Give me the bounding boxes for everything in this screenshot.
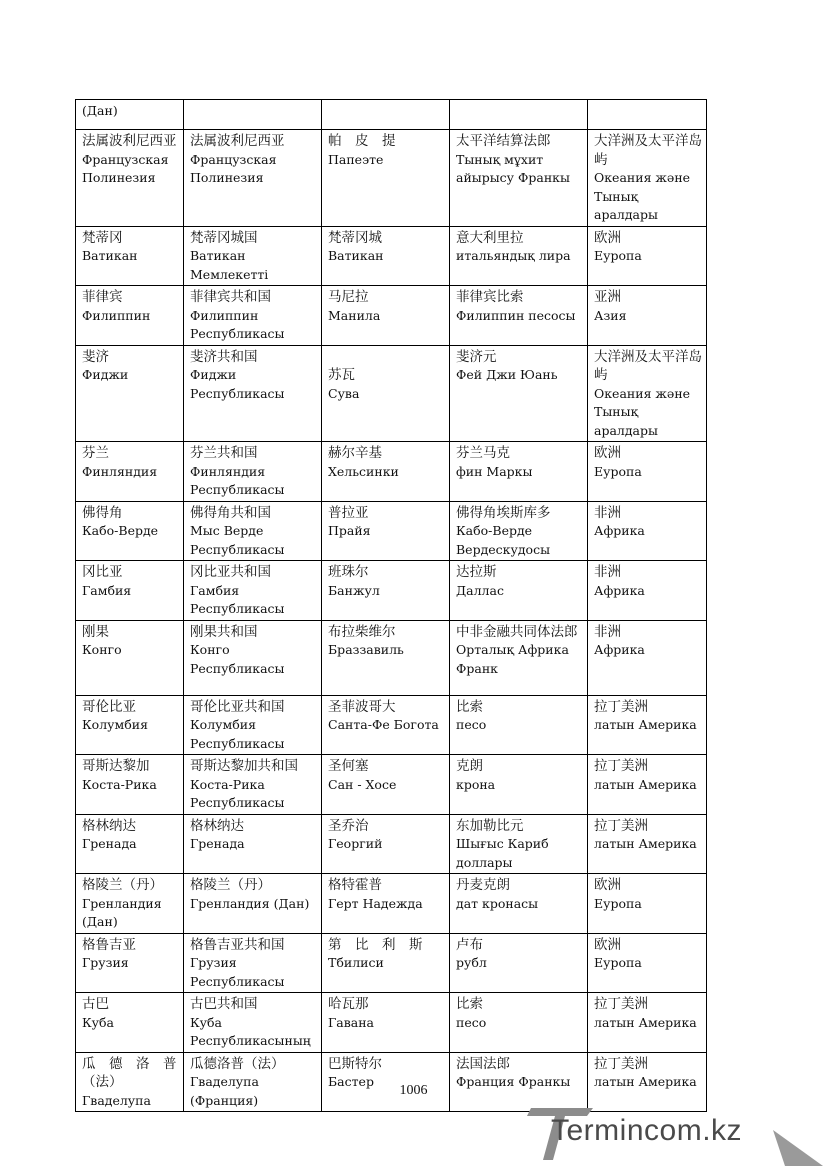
cell-text: 格陵兰（丹） <box>82 877 163 893</box>
cell-text: Гамбия Республикасы <box>190 582 285 616</box>
cell-text <box>328 348 445 367</box>
cell-text: 法国法郎 <box>456 1055 510 1072</box>
cell-country <box>76 993 184 1053</box>
cell-text: 达拉斯 <box>456 564 497 580</box>
cell-official-name <box>184 442 322 502</box>
cell-text: Тынық мұхит айырысу Франкы <box>456 151 570 185</box>
cell-text: 法属波利尼西亚 <box>190 133 285 149</box>
cell-text: 古巴共和国 <box>190 996 258 1012</box>
cell-text: Колумбия Республикасы <box>190 717 285 751</box>
cell-country <box>76 1052 190 1112</box>
table-row <box>76 993 707 1053</box>
cell-text: Финляндия <box>82 463 158 479</box>
cell-text: Франция Франкы <box>456 1074 571 1089</box>
cell-region <box>588 561 707 621</box>
cell-text: 刚果 <box>82 623 109 640</box>
cell-text: Гамбия <box>82 582 132 598</box>
table-row <box>76 286 707 346</box>
cell-country <box>76 695 184 755</box>
cell-text: 格林纳达 <box>82 817 136 834</box>
cell-currency <box>450 442 588 502</box>
cell-region <box>588 286 707 346</box>
cell-country <box>76 874 184 934</box>
cell-text: 斐济元 <box>456 348 497 365</box>
cell-region <box>588 933 707 993</box>
cell-text: Гваделупа (Франция) <box>190 1074 259 1108</box>
table-row <box>76 620 707 695</box>
cell-text: дат кронасы <box>456 895 539 911</box>
cell-capital <box>322 501 450 561</box>
cell-official-name <box>184 874 322 934</box>
cell-text: 普拉亚 <box>328 504 369 521</box>
cell-text: 非洲 <box>594 504 621 521</box>
cell-text: латын Америка <box>594 717 697 732</box>
cell-text: Африка <box>594 642 645 657</box>
cell-official-name <box>184 1052 322 1112</box>
cell-text: итальяндық лира <box>456 248 571 263</box>
cell-text: 东加勒比元 <box>456 817 524 834</box>
cell-official-name <box>184 755 322 815</box>
cell-text: Грузия <box>82 955 129 970</box>
cell-text: Кабо-Верде <box>82 523 159 538</box>
cell-text: Ватикан Мемлекеттi <box>190 248 269 282</box>
cell-text: Конго <box>82 642 122 657</box>
cell-official-name <box>184 100 322 130</box>
cell-text: Гренландия (Дан) <box>190 895 310 911</box>
cell-text: 圣乔治 <box>328 817 369 834</box>
cell-region <box>588 100 707 130</box>
cell-text: 格鲁吉亚共和国 <box>190 936 285 953</box>
cell-capital <box>322 874 450 934</box>
cell-text: Колумбия <box>82 717 148 732</box>
cell-text: 大洋洲及太平洋岛屿 <box>594 133 702 168</box>
cell-text: 巴斯特尔 <box>328 1055 382 1072</box>
cell-currency <box>450 345 588 442</box>
cell-region <box>588 345 707 442</box>
cell-text: Ватикан <box>82 248 138 263</box>
cell-currency <box>450 993 588 1053</box>
cell-text: 中非金融共同体法郎 <box>456 623 578 640</box>
cell-official-name <box>184 695 322 755</box>
cell-region <box>588 130 707 227</box>
cell-region <box>588 501 707 561</box>
cell-text: Куба <box>82 1014 115 1030</box>
cell-text: Шығыс Кариб доллары <box>456 836 549 870</box>
cell-country <box>76 755 184 815</box>
country-table <box>75 99 707 1112</box>
table-row <box>76 100 707 130</box>
cell-country <box>76 442 184 502</box>
cell-text: латын Америка <box>594 1014 697 1030</box>
cell-capital <box>322 993 450 1053</box>
cell-text: 芬兰马克 <box>456 445 510 461</box>
cell-text: 梵蒂冈 <box>82 229 123 246</box>
cell-text: 拉丁美洲 <box>594 698 648 715</box>
cell-region <box>588 695 707 755</box>
table-row <box>76 130 707 227</box>
cell-text: Орталық Африка Франк <box>456 642 569 676</box>
cell-capital <box>322 100 450 130</box>
cell-text: (Дан) <box>82 103 118 118</box>
cell-text: 古巴 <box>82 996 109 1012</box>
cell-region <box>588 814 707 874</box>
cell-text: Даллас <box>456 582 504 598</box>
cell-text: 梵蒂冈城 <box>328 229 382 246</box>
cell-text: Конго Республикасы <box>190 642 285 676</box>
cell-region <box>588 874 707 934</box>
cell-text: 非洲 <box>594 564 621 580</box>
cell-text: 菲律宾比索 <box>456 289 524 305</box>
cell-official-name <box>184 501 322 561</box>
table-row <box>76 442 707 502</box>
cell-text: 冈比亚 <box>82 564 123 580</box>
cell-currency <box>450 755 588 815</box>
cell-text: 斐济 <box>82 348 109 365</box>
cell-text: Гренландия (Дан) <box>82 895 162 929</box>
cell-text: Сан - Хосе <box>328 776 397 792</box>
cell-text: 拉丁美洲 <box>594 1055 648 1072</box>
cell-currency <box>450 933 588 993</box>
cell-capital <box>322 442 450 502</box>
cell-country <box>76 501 184 561</box>
cell-currency <box>450 286 588 346</box>
cell-currency <box>450 226 588 286</box>
table-row <box>76 755 707 815</box>
cell-currency <box>450 501 588 561</box>
cell-region <box>588 993 707 1053</box>
cell-text: 哈瓦那 <box>328 996 369 1012</box>
cell-text: 哥斯达黎加共和国 <box>190 758 298 774</box>
cell-country <box>76 130 184 227</box>
cell-text: 拉丁美洲 <box>594 817 648 834</box>
cell-text: 梵蒂冈城国 <box>190 229 258 246</box>
cell-region <box>588 226 707 286</box>
cell-text: 苏瓦 <box>328 367 355 383</box>
cell-text: 哥斯达黎加 <box>82 758 150 774</box>
cell-text: 瓜 德 洛 普 （法） <box>82 1055 190 1090</box>
cell-text: песо <box>456 717 487 732</box>
cell-country <box>76 933 184 993</box>
cell-text: Фиджи <box>82 367 129 382</box>
termincom-logo <box>523 1100 827 1169</box>
cell-text: 非洲 <box>594 623 621 640</box>
cell-capital <box>322 345 450 442</box>
cell-capital <box>322 695 450 755</box>
cell-official-name <box>184 561 322 621</box>
cell-text: Гваделупа <box>82 1092 151 1108</box>
cell-text: латын Америка <box>594 836 697 851</box>
cell-text: 芬兰共和国 <box>190 445 258 461</box>
cell-official-name <box>184 933 322 993</box>
cell-text: Банжул <box>328 582 380 598</box>
cell-text: Французская Полинезия <box>82 151 169 185</box>
cell-text: 大洋洲及太平洋岛屿 <box>594 348 702 383</box>
cell-text: 欧洲 <box>594 936 621 953</box>
cell-official-name <box>184 814 322 874</box>
cell-country <box>76 226 184 286</box>
cell-text: Фиджи Республикасы <box>190 367 285 401</box>
cell-text: 格陵兰（丹） <box>190 877 271 893</box>
cell-region <box>588 620 707 695</box>
cell-text: Коста-Рика Республикасы <box>190 776 285 810</box>
cell-text: Африка <box>594 582 645 598</box>
cell-currency <box>450 874 588 934</box>
cell-text: 意大利里拉 <box>456 229 524 246</box>
cell-text: Браззавиль <box>328 642 404 657</box>
cell-text: 圣何塞 <box>328 758 369 774</box>
cell-text: Филиппин <box>82 307 151 323</box>
table-row <box>76 695 707 755</box>
cell-text: Французская Полинезия <box>190 151 277 185</box>
cell-text: Кабо-Верде Вердескудосы <box>456 523 551 557</box>
cell-official-name <box>184 345 322 442</box>
cell-text: 欧洲 <box>594 229 621 246</box>
cell-text: Папеэте <box>328 151 384 167</box>
cell-text: 欧洲 <box>594 877 621 893</box>
cell-text: 卢布 <box>456 936 483 953</box>
cell-capital <box>322 620 450 695</box>
cell-text: 冈比亚共和国 <box>190 564 271 580</box>
cell-text: Гренада <box>82 836 137 851</box>
table-row <box>76 345 707 442</box>
cell-text: 拉丁美洲 <box>594 758 648 774</box>
cell-region <box>588 755 707 815</box>
cell-text: 佛得角 <box>82 504 123 521</box>
cell-capital <box>322 130 450 227</box>
cell-text: Гренада <box>190 836 245 851</box>
cell-text: 欧洲 <box>594 445 621 461</box>
cell-text: Филиппин Республикасы <box>190 307 285 341</box>
cell-text: 帕 皮 提 <box>328 133 396 149</box>
cell-text: Прайя <box>328 523 371 538</box>
cell-text: 菲律宾 <box>82 289 123 305</box>
cell-currency <box>450 130 588 227</box>
cell-official-name <box>184 993 322 1053</box>
table-row <box>76 501 707 561</box>
cell-text: Сува <box>328 385 360 401</box>
cell-text: 哥伦比亚共和国 <box>190 698 285 715</box>
cell-text: Манила <box>328 307 381 323</box>
cell-capital <box>322 561 450 621</box>
cell-country <box>76 286 184 346</box>
cell-text: Бастер <box>328 1074 374 1089</box>
cell-text: крона <box>456 776 496 792</box>
cell-text: Еуропа <box>594 895 642 911</box>
cell-text: 格特霍普 <box>328 877 382 893</box>
cell-text: рубл <box>456 955 487 970</box>
cell-capital <box>322 226 450 286</box>
cell-text: 拉丁美洲 <box>594 996 648 1012</box>
cell-text: Грузия Республикасы <box>190 955 285 989</box>
cell-text: 圣菲波哥大 <box>328 698 396 715</box>
cell-currency <box>450 814 588 874</box>
cell-text: Хельсинки <box>328 463 399 479</box>
cell-country <box>76 100 184 130</box>
cell-text: Санта-Фе Богота <box>328 717 439 732</box>
cell-text: Герт Надежда <box>328 895 423 911</box>
cell-text: 克朗 <box>456 758 483 774</box>
cell-text: Гавана <box>328 1014 375 1030</box>
cell-text: Мыс Верде Республикасы <box>190 523 285 557</box>
cell-text: 亚洲 <box>594 289 621 305</box>
cell-text: 赫尔辛基 <box>328 445 382 461</box>
table-row <box>76 933 707 993</box>
cell-text: Океания және Тынық аралдары <box>594 385 691 438</box>
cell-text: 斐济共和国 <box>190 348 258 365</box>
cell-official-name <box>184 226 322 286</box>
cell-text: 法属波利尼西亚 <box>82 133 177 149</box>
cell-text: Еуропа <box>594 248 642 263</box>
cell-text: Фей Джи Юань <box>456 367 558 382</box>
cell-capital <box>322 814 450 874</box>
cell-text: Еуропа <box>594 463 642 479</box>
cell-text: песо <box>456 1014 487 1030</box>
cell-text: Океания және Тынық аралдары <box>594 170 691 222</box>
table-row <box>76 874 707 934</box>
cell-country <box>76 814 184 874</box>
page-number: 1006 <box>399 1083 428 1098</box>
cell-text: Тбилиси <box>328 955 384 970</box>
cell-text: Филиппин песосы <box>456 307 576 323</box>
table-body <box>76 100 707 1112</box>
cell-text: фин Маркы <box>456 463 533 479</box>
cell-text: 比索 <box>456 996 483 1012</box>
cell-region <box>588 442 707 502</box>
cell-capital <box>322 755 450 815</box>
cell-country <box>76 620 184 695</box>
cell-text: 刚果共和国 <box>190 623 258 640</box>
cell-text: 格林纳达 <box>190 817 244 834</box>
cell-text: 瓜德洛普（法） <box>190 1055 285 1072</box>
cell-text: 芬兰 <box>82 445 109 461</box>
cell-text: Еуропа <box>594 955 642 970</box>
cell-capital <box>322 1052 450 1112</box>
cell-text: 第 比 利 斯 <box>328 936 423 953</box>
cell-text: 太平洋结算法郎 <box>456 133 551 149</box>
cell-official-name <box>184 286 322 346</box>
cell-text: 布拉柴维尔 <box>328 623 396 640</box>
cell-text: 哥伦比亚 <box>82 698 136 715</box>
cell-text: 班珠尔 <box>328 564 369 580</box>
cell-capital <box>322 286 450 346</box>
cell-text: Африка <box>594 523 645 538</box>
cell-country <box>76 345 184 442</box>
logo-text: Termincom.kz <box>551 1114 743 1147</box>
cell-text: латын Америка <box>594 776 697 792</box>
cell-text: 比索 <box>456 698 483 715</box>
cell-text: Георгий <box>328 836 383 851</box>
cell-text: 马尼拉 <box>328 289 369 305</box>
cell-text: 菲律宾共和国 <box>190 289 271 305</box>
cell-text: Куба Республикасының <box>190 1014 311 1048</box>
cell-text: Ватикан <box>328 248 384 263</box>
cell-text: 佛得角共和国 <box>190 504 271 521</box>
cell-text: 佛得角埃斯库多 <box>456 504 551 521</box>
cell-currency <box>450 695 588 755</box>
cell-capital <box>322 933 450 993</box>
cell-text: 丹麦克朗 <box>456 877 510 893</box>
table-row <box>76 561 707 621</box>
table-row <box>76 814 707 874</box>
cell-official-name <box>184 130 322 227</box>
cell-country <box>76 561 184 621</box>
cell-text: Коста-Рика <box>82 776 157 792</box>
cell-text: латын Америка <box>594 1074 697 1089</box>
cell-official-name <box>184 620 322 695</box>
cell-text: Азия <box>594 307 627 323</box>
cell-currency <box>450 100 588 130</box>
cell-text: 格鲁吉亚 <box>82 936 136 953</box>
cell-currency <box>450 620 588 695</box>
cell-currency <box>450 561 588 621</box>
cell-text: Финляндия Республикасы <box>190 463 285 497</box>
table-row <box>76 226 707 286</box>
